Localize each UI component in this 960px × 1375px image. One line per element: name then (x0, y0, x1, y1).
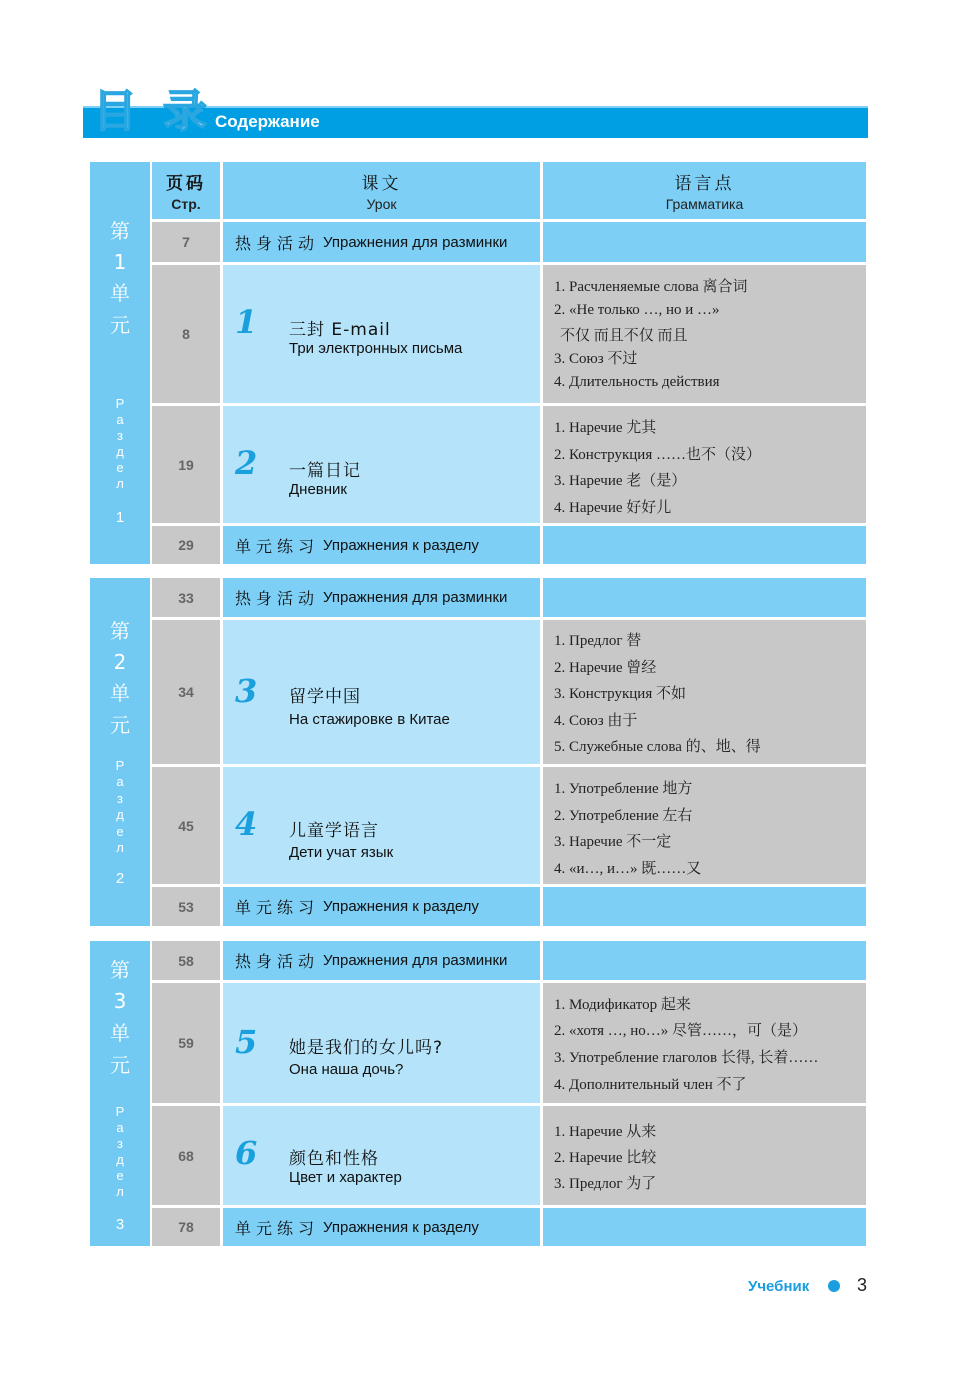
unit-side-label (90, 578, 150, 926)
review-zh: 单元练习 (235, 536, 320, 556)
grammar-item: 3. Конструкция 不如 (554, 686, 686, 702)
review-ru: Упражнения к разделу (323, 536, 479, 554)
warmup-ru: Упражнения для разминки (323, 589, 508, 606)
warmup-zh: 热身活动 (235, 589, 320, 608)
lesson-title-ru: Цвет и характер (289, 1169, 402, 1186)
table-row-warmup[interactable] (152, 941, 866, 980)
grammar-cell (543, 406, 866, 523)
grammar-item: 5. Служебные слова 的、地、得 (554, 739, 761, 755)
header-page-ru: Стр. (171, 196, 201, 212)
warmup-cell (223, 578, 540, 617)
grammar-item: 2. Употребление 左右 (554, 808, 693, 824)
lesson-cell (223, 983, 540, 1103)
unit-3 (90, 941, 866, 1246)
side-zh-1: 第 (110, 958, 130, 982)
title-zh-char-1: 目 (93, 86, 137, 137)
grammar-item: 1. Модификатор 起来 (554, 997, 691, 1013)
grammar-item: 4. Длительность действия (554, 374, 720, 390)
page-number: 68 (152, 1106, 220, 1205)
side-zh-4: 元 (110, 313, 130, 337)
lesson-cell (223, 265, 540, 403)
unit-1 (90, 162, 866, 564)
header-grammar (543, 162, 866, 219)
grammar-cell (543, 1106, 866, 1205)
side-zh-3: 单 (110, 681, 130, 705)
page-number: 34 (152, 620, 220, 764)
grammar-item: 3. Наречие 不一定 (554, 834, 672, 850)
side-num: 2 (115, 870, 125, 887)
grammar-item: 3. Союз 不过 (554, 351, 638, 367)
table-row-warmup[interactable] (152, 578, 866, 617)
lesson-cell (223, 767, 540, 884)
side-ru-5: е (116, 824, 124, 839)
header-lesson (223, 162, 540, 219)
table-row-lesson-2[interactable] (152, 406, 866, 523)
page-number: 29 (152, 526, 220, 564)
warmup-ru: Упражнения для разминки (323, 233, 508, 251)
review-cell (223, 887, 540, 926)
lesson-title-zh: 儿童学语言 (289, 821, 379, 841)
table-header-row (152, 162, 866, 219)
lesson-number: 4 (235, 805, 258, 843)
side-zh-2: 3 (113, 989, 127, 1013)
side-ru-6: л (116, 840, 124, 855)
review-ru: Упражнения к разделу (323, 898, 479, 915)
side-ru-3: з (117, 791, 123, 806)
grammar-cell-empty (543, 578, 866, 617)
lesson-cell (223, 406, 540, 523)
side-ru-3: з (117, 428, 123, 443)
grammar-item: 4. Наречие 好好儿 (554, 500, 672, 516)
page-number: 78 (152, 1208, 220, 1246)
warmup-zh: 热身活动 (235, 952, 320, 971)
grammar-item: 1. Наречие 从来 (554, 1124, 657, 1140)
lesson-title-ru: Дети учат язык (289, 844, 394, 861)
review-cell (223, 526, 540, 564)
warmup-ru: Упражнения для разминки (323, 952, 508, 969)
table-row-lesson-6[interactable] (152, 1106, 866, 1205)
side-ru-6: л (116, 1184, 124, 1199)
page-number: 45 (152, 767, 220, 884)
page-number-footer: 3 (857, 1275, 868, 1295)
grammar-item: 2. Конструкция ……也不（没） (554, 447, 761, 463)
side-zh-2: 2 (113, 650, 127, 674)
side-ru-6: л (116, 476, 124, 491)
lesson-number: 6 (235, 1134, 258, 1172)
unit-side-label (90, 162, 150, 564)
side-ru-1: Р (115, 1104, 125, 1119)
grammar-item: 不仅 而且不仅 而且 (560, 328, 688, 344)
header-page-zh: 页码 (166, 174, 206, 194)
table-row-lesson-4[interactable] (152, 767, 866, 884)
page-number: 8 (152, 265, 220, 403)
lesson-title-zh: 她是我们的女儿吗? (289, 1038, 444, 1058)
page-number: 58 (152, 941, 220, 980)
grammar-cell (543, 983, 866, 1103)
side-ru-2: а (116, 412, 124, 427)
grammar-item: 2. Наречие 比较 (554, 1150, 657, 1166)
grammar-cell-empty (543, 887, 866, 926)
lesson-title-ru: Три электронных письма (289, 340, 463, 357)
grammar-cell-empty (543, 941, 866, 980)
review-zh: 单元练习 (235, 898, 320, 917)
review-zh: 单元练习 (235, 1218, 320, 1238)
grammar-item: 2. Наречие 曾经 (554, 660, 657, 676)
side-ru-1: Р (115, 396, 125, 411)
side-num: 1 (115, 509, 125, 526)
warmup-zh: 热身活动 (235, 233, 320, 253)
warmup-cell (223, 222, 540, 262)
lesson-number: 1 (235, 303, 258, 341)
grammar-item: 1. Предлог 替 (554, 633, 642, 649)
grammar-cell (543, 265, 866, 403)
side-zh-3: 单 (110, 1021, 130, 1045)
lesson-title-ru: Она наша дочь? (289, 1061, 404, 1078)
side-zh-4: 元 (110, 713, 130, 737)
grammar-item: 3. Употребление глаголов 长得, 长着…… (554, 1050, 819, 1066)
side-num: 3 (115, 1216, 125, 1233)
unit-side-label (90, 941, 150, 1246)
grammar-item: 1. Употребление 地方 (554, 781, 693, 797)
side-ru-5: е (116, 460, 124, 475)
page-number: 59 (152, 983, 220, 1103)
side-ru-2: а (116, 774, 124, 789)
side-ru-5: е (116, 1168, 124, 1183)
grammar-item: 3. Предлог 为了 (554, 1176, 657, 1192)
page-number: 7 (152, 222, 220, 262)
grammar-item: 4. Союз 由于 (554, 713, 638, 729)
review-ru: Упражнения к разделу (323, 1218, 479, 1236)
lesson-number: 2 (235, 444, 258, 482)
table-row-review[interactable] (152, 526, 866, 564)
header-grammar-ru: Грамматика (665, 196, 744, 212)
side-ru-4: д (116, 444, 124, 459)
lesson-title-zh: 颜色和性格 (289, 1149, 379, 1169)
lesson-title-ru: Дневник (289, 481, 347, 498)
side-ru-3: з (117, 1136, 123, 1151)
review-cell (223, 1208, 540, 1246)
side-ru-4: д (116, 1152, 124, 1167)
header-lesson-zh: 课文 (361, 174, 402, 194)
warmup-cell (223, 941, 540, 980)
grammar-item: 2. «хотя …, но…» 尽管……，可（是） (554, 1023, 808, 1039)
lesson-title-zh: 一篇日记 (289, 461, 361, 481)
page-title (83, 88, 868, 138)
table-row-lesson-5[interactable] (152, 983, 866, 1103)
side-zh-4: 元 (110, 1053, 130, 1077)
page-number: 53 (152, 887, 220, 926)
footer-dot-icon (828, 1280, 840, 1292)
lesson-cell (223, 1106, 540, 1205)
grammar-cell (543, 767, 866, 884)
unit-2 (90, 578, 866, 926)
page-number: 19 (152, 406, 220, 523)
header-lesson-ru: Урок (366, 196, 397, 212)
header-page (152, 162, 220, 219)
table-row-review[interactable] (152, 887, 866, 926)
table-row-lesson-3[interactable] (152, 620, 866, 764)
lesson-cell (223, 620, 540, 764)
grammar-cell-empty (543, 1208, 866, 1246)
table-row-review[interactable] (152, 1208, 866, 1246)
grammar-item: 3. Наречие 老（是） (554, 473, 687, 489)
header-grammar-zh: 语言点 (674, 174, 735, 194)
lesson-title-zh: 三封 E-mail (289, 320, 391, 340)
lesson-number: 3 (235, 672, 258, 710)
side-zh-1: 第 (110, 219, 130, 243)
grammar-item: 1. Наречие 尤其 (554, 420, 657, 436)
grammar-item: 4. «и…, и…» 既……又 (554, 861, 702, 877)
footer-label: Учебник (748, 1278, 810, 1295)
lesson-title-ru: На стажировке в Китае (289, 711, 450, 728)
grammar-item: 4. Дополнительный член 不了 (554, 1077, 747, 1093)
grammar-cell (543, 620, 866, 764)
side-ru-1: Р (115, 758, 125, 773)
side-zh-1: 第 (110, 619, 130, 643)
side-ru-2: а (116, 1120, 124, 1135)
page-number: 33 (152, 578, 220, 617)
grammar-cell-empty (543, 222, 866, 262)
table-row-lesson-1[interactable] (152, 265, 866, 403)
title-zh-char-2: 录 (163, 86, 207, 137)
side-zh-2: 1 (113, 250, 127, 274)
lesson-title-zh: 留学中国 (289, 687, 361, 707)
grammar-item: 1. Расчленяемые слова 离合词 (554, 279, 748, 295)
side-zh-3: 单 (110, 281, 130, 305)
side-ru-4: д (116, 807, 124, 822)
table-row-warmup[interactable] (152, 222, 866, 262)
grammar-cell-empty (543, 526, 866, 564)
grammar-item: 2. «Не только …, но и …» (554, 302, 720, 318)
title-ru: Содержание (215, 112, 320, 131)
lesson-number: 5 (235, 1023, 258, 1061)
